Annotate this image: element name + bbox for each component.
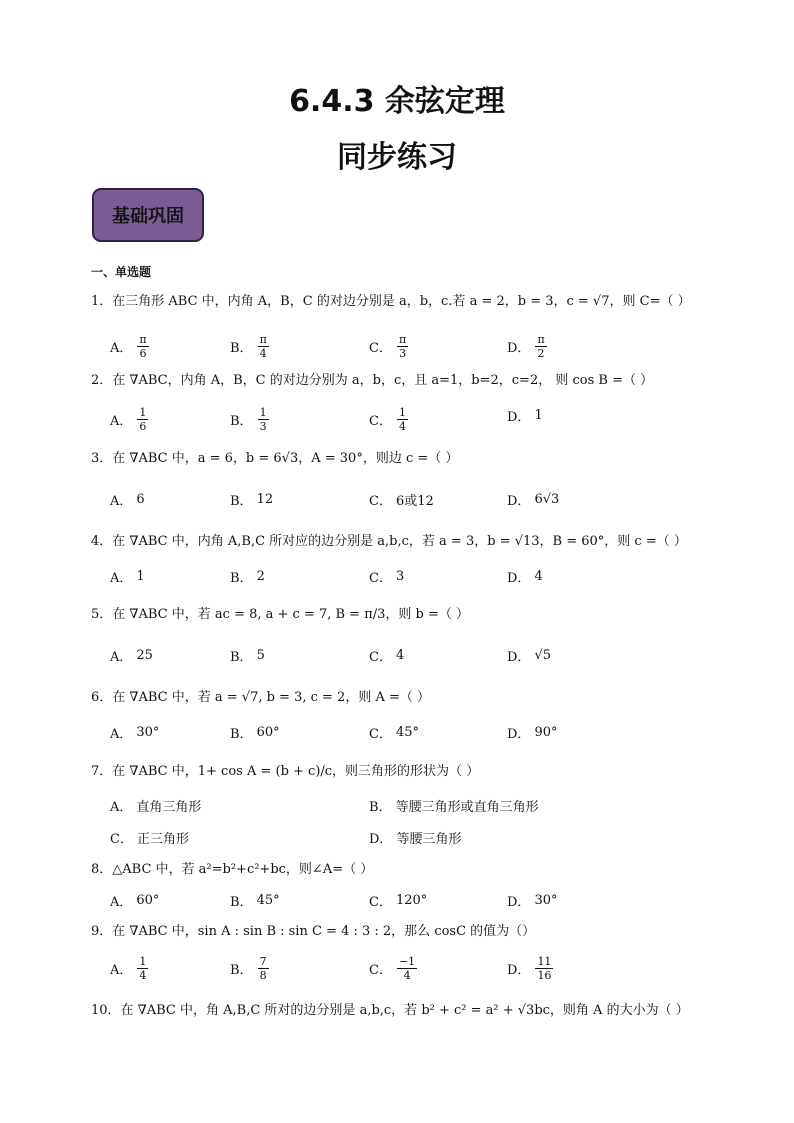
answer-option[interactable]	[110, 567, 145, 586]
option-fraction	[258, 955, 269, 982]
question-stem: 5．在 ∇ABC 中，若 ac = 8, a + c = 7, B = π/3，则 b =（ ）	[91, 607, 469, 622]
option-value: 4	[395, 648, 405, 663]
option-value: √5	[534, 648, 551, 663]
fraction-numerator: π	[259, 333, 267, 346]
option-letter: D．	[507, 650, 531, 665]
option-letter: A．	[110, 727, 133, 742]
fraction-denominator: 3	[399, 347, 407, 360]
answer-option[interactable]	[230, 567, 265, 586]
document-subtitle: 同步练习	[337, 140, 457, 175]
option-fraction	[535, 955, 553, 982]
option-value: 4	[534, 569, 543, 584]
section-badge: 基础巩固	[92, 188, 204, 242]
answer-option[interactable]	[110, 723, 159, 742]
fraction-denominator: 4	[403, 969, 411, 982]
option-value: 3	[395, 569, 405, 584]
option-letter: D．	[507, 341, 531, 356]
option-letter: A．	[110, 963, 133, 978]
fraction-numerator: π	[139, 333, 147, 346]
option-value: 30°	[136, 725, 160, 740]
fraction-denominator: 16	[537, 969, 552, 982]
fraction-numerator: 7	[259, 955, 267, 968]
question-stem: 10．在 ∇ABC 中，角 A,B,C 所对的边分别是 a,b,c，若 b² + c² = a² + √3bc，则角 A 的大小为（ ）	[91, 1003, 689, 1018]
answer-option[interactable]	[230, 490, 273, 509]
option-letter: B．	[230, 414, 253, 429]
answer-option[interactable]	[369, 406, 409, 433]
option-letter: A．	[110, 650, 133, 665]
fraction-numerator: 1	[398, 406, 406, 419]
option-value: 6或12	[395, 494, 434, 509]
question-stem: 3．在 ∇ABC 中，a = 6，b = 6√3，A = 30°，则边 c =（ ）	[91, 451, 459, 466]
fraction-numerator: 1	[139, 406, 147, 419]
option-letter: B．	[230, 494, 253, 509]
option-letter: C．	[369, 494, 392, 509]
question-stem: 9．在 ∇ABC 中，sin A : sin B : sin C = 4 : 3 : 2，那么 cosC 的值为（）	[91, 924, 536, 939]
answer-option[interactable]	[110, 646, 153, 665]
answer-option[interactable]	[110, 955, 149, 982]
option-value: 直角三角形	[136, 800, 202, 815]
answer-option[interactable]	[230, 406, 270, 433]
option-value: 5	[256, 648, 265, 663]
answer-option[interactable]	[507, 567, 543, 586]
fraction-denominator: 4	[259, 347, 267, 360]
option-letter: C．	[369, 963, 392, 978]
option-value: 45°	[395, 725, 419, 740]
option-fraction	[137, 333, 148, 360]
option-fraction	[137, 406, 148, 433]
option-letter: C．	[369, 650, 392, 665]
option-value: 1	[534, 408, 543, 423]
answer-option[interactable]	[369, 891, 427, 910]
option-letter: B．	[230, 571, 253, 586]
answer-option[interactable]	[369, 723, 419, 742]
fraction-numerator: −1	[398, 955, 416, 968]
option-letter: D．	[507, 571, 531, 586]
answer-option[interactable]	[110, 828, 189, 847]
answer-option[interactable]	[369, 333, 409, 360]
question-stem: 4．在 ∇ABC 中，内角 A,B,C 所对应的边分别是 a,b,c，若 a = 3，b = √13，B = 60°，则 c =（ ）	[91, 534, 687, 549]
option-value: 60°	[136, 893, 160, 908]
answer-option[interactable]	[507, 891, 557, 910]
section-heading: 一、单选题	[91, 265, 152, 279]
option-fraction	[397, 333, 408, 360]
option-value: 12	[256, 492, 274, 507]
option-value: 正三角形	[136, 832, 189, 847]
answer-option[interactable]	[230, 646, 265, 665]
answer-option[interactable]	[369, 796, 539, 815]
option-letter: C．	[369, 895, 392, 910]
option-letter: D．	[507, 494, 531, 509]
answer-option[interactable]	[110, 490, 145, 509]
option-letter: C．	[110, 832, 133, 847]
option-letter: B．	[230, 727, 253, 742]
fraction-numerator: 11	[537, 955, 552, 968]
option-letter: A．	[110, 895, 133, 910]
option-letter: A．	[110, 414, 133, 429]
option-fraction	[397, 406, 408, 433]
option-letter: A．	[110, 800, 133, 815]
option-fraction	[535, 333, 546, 360]
option-letter: D．	[507, 895, 531, 910]
option-value: 30°	[534, 893, 558, 908]
answer-option[interactable]	[110, 406, 149, 433]
option-fraction	[397, 955, 417, 982]
answer-option[interactable]	[369, 955, 418, 982]
option-letter: B．	[369, 800, 392, 815]
option-fraction	[137, 955, 148, 982]
answer-option[interactable]	[507, 723, 557, 742]
option-value: 90°	[534, 725, 558, 740]
answer-option[interactable]	[230, 955, 270, 982]
fraction-numerator: 1	[259, 406, 267, 419]
option-value: 45°	[256, 893, 280, 908]
option-fraction	[258, 333, 269, 360]
option-letter: A．	[110, 341, 133, 356]
answer-option[interactable]	[369, 490, 434, 509]
document-title: 6.4.3 余弦定理	[289, 84, 505, 119]
option-letter: D．	[507, 727, 531, 742]
option-value: 等腰三角形	[396, 832, 462, 847]
option-letter: A．	[110, 571, 133, 586]
fraction-denominator: 3	[259, 420, 267, 433]
answer-option[interactable]	[110, 796, 201, 815]
option-letter: C．	[369, 341, 392, 356]
fraction-denominator: 2	[537, 347, 545, 360]
answer-option[interactable]	[110, 333, 150, 360]
option-letter: B．	[230, 341, 253, 356]
question-stem: 6．在 ∇ABC 中，若 a = √7, b = 3, c = 2，则 A =（ ）	[91, 690, 431, 705]
option-letter: D．	[369, 832, 393, 847]
question-stem: 2．在 ∇ABC，内角 A，B，C 的对边分别为 a，b，c，且 a=1，b=2，c=2， 则 cos B =（ ）	[91, 373, 654, 388]
option-letter: C．	[369, 414, 392, 429]
answer-option[interactable]	[369, 828, 461, 847]
option-letter: B．	[230, 963, 253, 978]
answer-option[interactable]	[230, 723, 280, 742]
option-value: 120°	[395, 893, 428, 908]
answer-option[interactable]	[110, 891, 159, 910]
option-letter: D．	[507, 410, 531, 425]
option-letter: D．	[507, 963, 531, 978]
option-letter: C．	[369, 727, 392, 742]
answer-option[interactable]	[507, 490, 559, 509]
fraction-denominator: 6	[139, 420, 147, 433]
fraction-denominator: 4	[139, 969, 147, 982]
answer-option[interactable]	[507, 406, 543, 425]
fraction-numerator: 1	[139, 955, 147, 968]
fraction-numerator: π	[537, 333, 545, 346]
option-value: 60°	[256, 725, 280, 740]
option-letter: B．	[230, 895, 253, 910]
option-value: 6√3	[534, 492, 560, 507]
answer-option[interactable]	[369, 567, 404, 586]
fraction-denominator: 4	[398, 420, 406, 433]
option-value: 6	[136, 492, 145, 507]
question-stem: 1．在三角形 ABC 中，内角 A，B，C 的对边分别是 a，b，c.若 a = 2，b = 3，c = √7，则 C=（ ）	[91, 294, 691, 309]
fraction-denominator: 6	[139, 347, 147, 360]
option-letter: A．	[110, 494, 133, 509]
answer-option[interactable]	[230, 333, 270, 360]
fraction-denominator: 8	[259, 969, 267, 982]
option-fraction	[258, 406, 269, 433]
answer-option[interactable]	[230, 891, 280, 910]
fraction-numerator: π	[398, 333, 407, 346]
answer-option[interactable]	[507, 955, 554, 982]
option-value: 等腰三角形或直角三角形	[395, 800, 539, 815]
answer-option[interactable]	[369, 646, 404, 665]
answer-option[interactable]	[507, 333, 548, 360]
option-letter: C．	[369, 571, 392, 586]
option-value: 1	[136, 569, 145, 584]
option-letter: B．	[230, 650, 253, 665]
question-stem: 8．△ABC 中，若 a²=b²+c²+bc，则∠A=（ ）	[91, 862, 374, 877]
question-stem: 7．在 ∇ABC 中，1+ cos A = (b + c)/c，则三角形的形状为（ ）	[91, 764, 480, 779]
option-value: 25	[136, 648, 153, 663]
option-value: 2	[256, 569, 265, 584]
answer-option[interactable]	[507, 646, 551, 665]
